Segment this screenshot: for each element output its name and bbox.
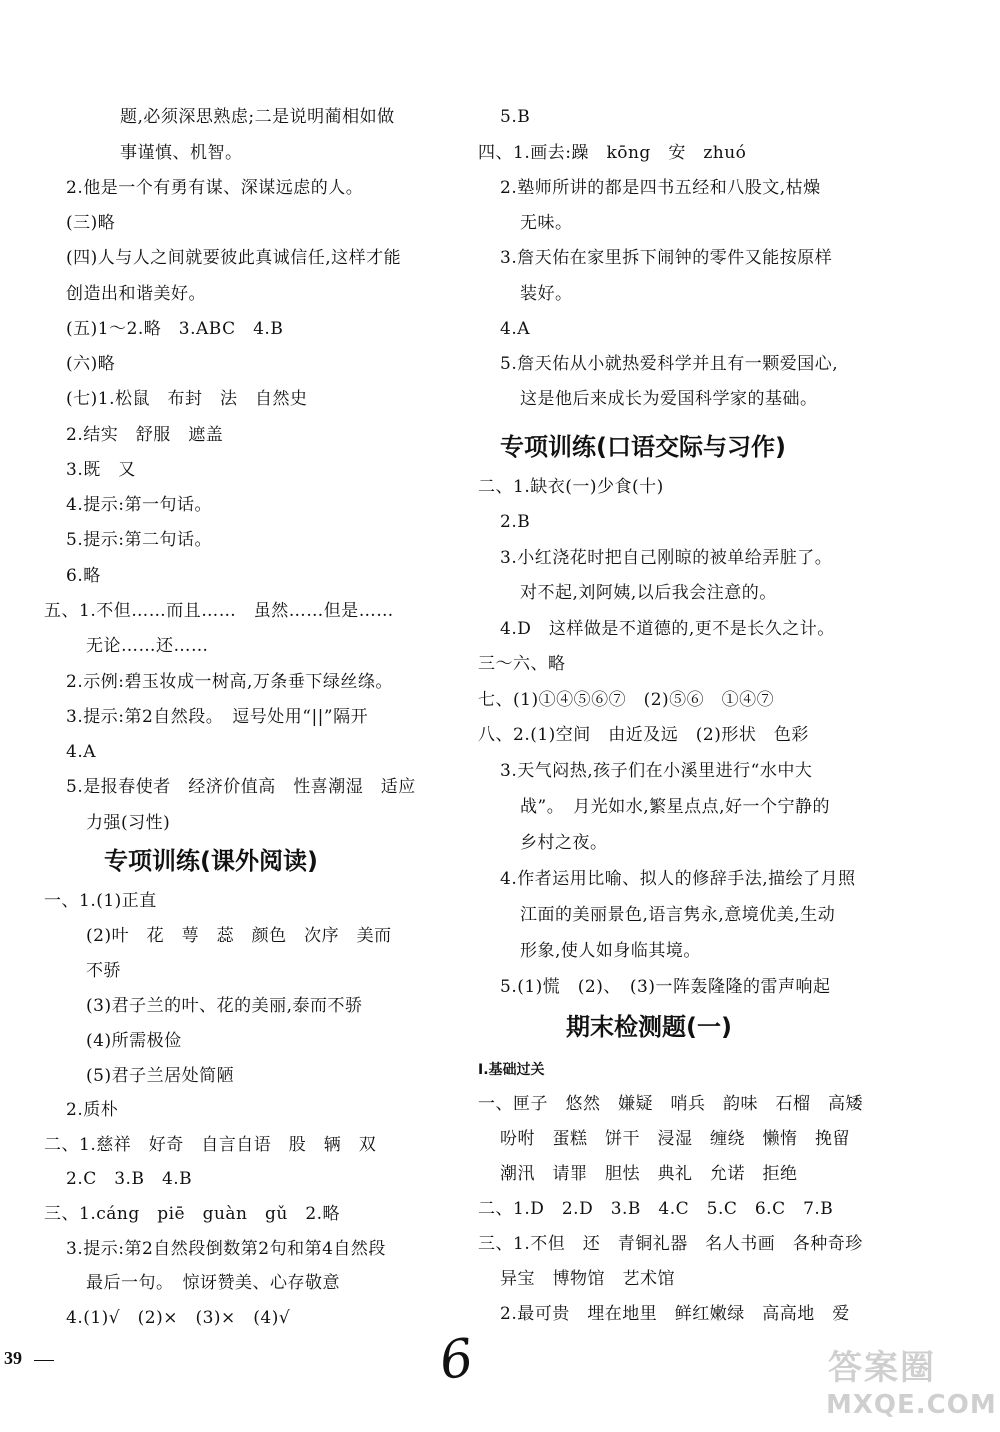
- text-line: 4.(1)√ (2)× (3)× (4)√: [66, 1308, 291, 1328]
- text-line: 2.B: [500, 512, 531, 532]
- text-line: 无味。: [520, 213, 573, 233]
- text-line: 2.质朴: [66, 1100, 119, 1120]
- text-line: 题,必须深思熟虑;二是说明蔺相如做: [120, 107, 395, 127]
- text-line: 一、匣子 悠然 嫌疑 哨兵 韵味 石榴 高矮: [478, 1094, 863, 1114]
- text-line: 创造出和谐美好。: [66, 284, 206, 304]
- text-line: (5)君子兰居处简陋: [86, 1066, 235, 1086]
- text-line: (五)1～2.略 3.ABC 4.B: [66, 319, 284, 339]
- text-line: 5.是报春使者 经济价值高 性喜潮湿 适应: [66, 777, 416, 797]
- text-line: 潮汛 请罪 胆怯 典礼 允诺 拒绝: [500, 1164, 798, 1184]
- text-line: (四)人与人之间就要彼此真诚信任,这样才能: [66, 248, 402, 268]
- text-line: 2.塾师所讲的都是四书五经和八股文,枯燥: [500, 178, 821, 198]
- text-line: 最后一句。 惊讶赞美、心存敬意: [86, 1273, 340, 1293]
- text-line: (七)1.松鼠 布封 法 自然史: [66, 389, 308, 409]
- text-line: 4.作者运用比喻、拟人的修辞手法,描绘了月照: [500, 869, 856, 889]
- page-number: 39: [4, 1348, 22, 1368]
- handwritten-mark: 6: [435, 1327, 478, 1393]
- text-line: 2.C 3.B 4.B: [66, 1169, 193, 1189]
- text-line: 二、1.D 2.D 3.B 4.C 5.C 6.C 7.B: [478, 1199, 834, 1219]
- text-line: 5.詹天佑从小就热爱科学并且有一颗爱国心,: [500, 354, 839, 374]
- text-line: 装好。: [520, 284, 573, 304]
- text-line: 事谨慎、机智。: [120, 143, 243, 163]
- text-line: 4.A: [66, 742, 96, 762]
- text-line: 形象,使人如身临其境。: [520, 941, 701, 961]
- text-line: 二、1.慈祥 好奇 自言自语 股 辆 双: [44, 1135, 377, 1155]
- watermark-url: MXQE.COM: [826, 1390, 997, 1420]
- page-number-dash: [34, 1360, 54, 1361]
- text-line: 八、2.(1)空间 由近及远 (2)形状 色彩: [478, 725, 809, 745]
- text-line: 5.(1)慌 (2)、 (3)一阵轰隆隆的雷声响起: [500, 977, 831, 997]
- text-line: 乡村之夜。: [520, 833, 608, 853]
- text-line: 3.詹天佑在家里拆下闹钟的零件又能按原样: [500, 248, 833, 268]
- section-subheading: Ⅰ.基础过关: [478, 1062, 545, 1078]
- text-line: 三～六、略: [478, 654, 566, 674]
- section-heading: 专项训练(口语交际与习作): [500, 433, 786, 461]
- text-line: 无论……还……: [86, 636, 209, 656]
- text-line: 3.提示:第2自然段倒数第2句和第4自然段: [66, 1239, 386, 1259]
- text-line: 5.B: [500, 107, 531, 127]
- text-line: 2.结实 舒服 遮盖: [66, 425, 224, 445]
- text-line: (3)君子兰的叶、花的美丽,泰而不骄: [86, 996, 363, 1016]
- text-line: 4.D 这样做是不道德的,更不是长久之计。: [500, 619, 835, 639]
- text-line: 对不起,刘阿姨,以后我会注意的。: [520, 583, 777, 603]
- watermark-logo: [822, 1340, 997, 1428]
- text-line: 这是他后来成长为爱国科学家的基础。: [520, 389, 818, 409]
- text-line: 三、1.不但 还 青铜礼器 名人书画 各种奇珍: [478, 1234, 863, 1254]
- text-line: 4.提示:第一句话。: [66, 495, 212, 515]
- text-line: 吩咐 蛋糕 饼干 浸湿 缠绕 懒惰 挽留: [500, 1129, 850, 1149]
- text-line: 战”。 月光如水,繁星点点,好一个宁静的: [520, 797, 830, 817]
- text-line: 力强(习性): [86, 813, 171, 833]
- text-line: 异宝 博物馆 艺术馆: [500, 1269, 675, 1289]
- text-line: 不骄: [86, 961, 121, 981]
- watermark-title: 答案圈: [828, 1348, 936, 1388]
- text-line: 江面的美丽景色,语言隽永,意境优美,生动: [520, 905, 836, 925]
- text-line: 4.A: [500, 319, 530, 339]
- text-line: 3.天气闷热,孩子们在小溪里进行“水中大: [500, 761, 813, 781]
- text-line: 3.既 又: [66, 460, 136, 480]
- text-line: 5.提示:第二句话。: [66, 530, 212, 550]
- text-line: (六)略: [66, 354, 116, 374]
- section-heading: 专项训练(课外阅读): [104, 847, 318, 875]
- text-line: 2.最可贵 埋在地里 鲜红嫩绿 高高地 爱: [500, 1304, 850, 1324]
- text-line: 三、1.cáng piē guàn gǔ 2.略: [44, 1204, 341, 1224]
- text-line: 七、(1)①④⑤⑥⑦ (2)⑤⑥ ①④⑦: [478, 690, 775, 710]
- text-line: 五、1.不但……而且…… 虽然……但是……: [44, 601, 394, 621]
- text-line: (2)叶 花 萼 蕊 颜色 次序 美而: [86, 926, 392, 946]
- text-line: (4)所需极俭: [86, 1031, 182, 1051]
- text-line: (三)略: [66, 213, 116, 233]
- section-heading: 期末检测题(一): [566, 1013, 732, 1041]
- text-line: 二、1.缺衣(一)少食(十): [478, 477, 664, 497]
- text-line: 一、1.(1)正直: [44, 891, 157, 911]
- text-line: 6.略: [66, 566, 101, 586]
- text-line: 四、1.画去:躁 kōng 安 zhuó: [478, 143, 747, 163]
- text-line: 3.提示:第2自然段。 逗号处用“||”隔开: [66, 707, 369, 727]
- text-line: 3.小红浇花时把自己刚晾的被单给弄脏了。: [500, 548, 833, 568]
- text-line: 2.示例:碧玉妆成一树高,万条垂下绿丝绦。: [66, 672, 393, 692]
- text-line: 2.他是一个有勇有谋、深谋远虑的人。: [66, 178, 364, 198]
